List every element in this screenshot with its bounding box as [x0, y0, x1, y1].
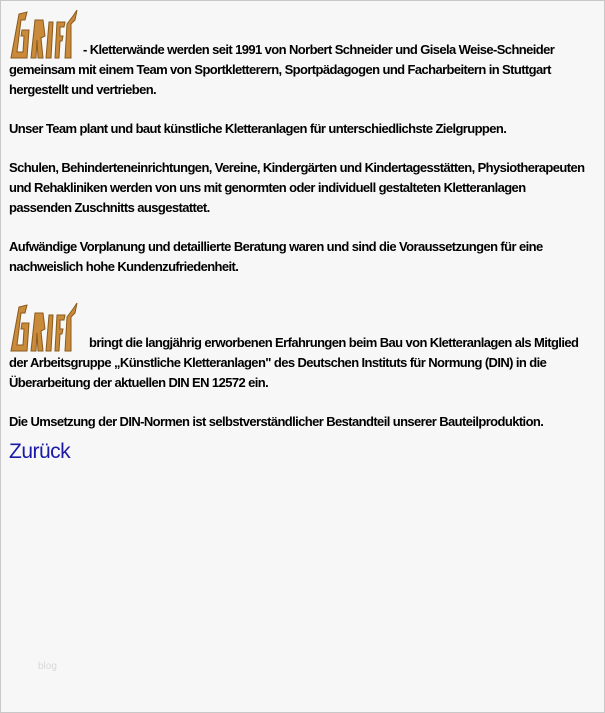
din-paragraph	[9, 299, 589, 393]
paragraph: Aufwändige Vorplanung und detaillierte Beratung waren und sind die Voraussetzungen für eine nachweislich hohe Kundenzufriedenheit.	[9, 239, 543, 274]
paragraph: Die Umsetzung der DIN-Normen ist selbstverständlicher Bestandteil unserer Bauteilproduktion.	[9, 414, 544, 429]
watermark: blog	[38, 661, 57, 672]
content	[9, 6, 589, 462]
paragraph: Schulen, Behinderteneinrichtungen, Vereine, Kindergärten und Kindertagesstätten, Physiotherapeuten und Rehakliniken werden von uns mit genormten oder individuell gestalteten Kletteranlagen passenden Zuschnitts ausgestattet.	[9, 160, 585, 215]
paragraph: Unser Team plant und baut künstliche Kletteranlagen für unterschiedlichste Zielgruppen.	[9, 121, 507, 136]
back-link[interactable]: Zurück	[9, 440, 71, 463]
intro-text: - Kletterwände werden seit 1991 von Norbert Schneider und Gisela Weise-Schneider gemeinsam mit einem Team von Sportkletterern, Sportpädagogen und Facharbeitern in Stuttgart hergestellt und vertrieben.	[9, 42, 555, 97]
griffit-logo	[9, 6, 81, 60]
intro-paragraph	[9, 6, 589, 100]
din-text: bringt die langjährig erworbenen Erfahrungen beim Bau von Kletteranlagen als Mitglied der Arbeitsgruppe „Künstliche Kletteranlagen" des Deutschen Instituts für Normung (DIN) in die Überarbeitung der aktuellen DIN EN 12572 ein.	[9, 335, 579, 390]
griffit-logo	[9, 299, 81, 353]
